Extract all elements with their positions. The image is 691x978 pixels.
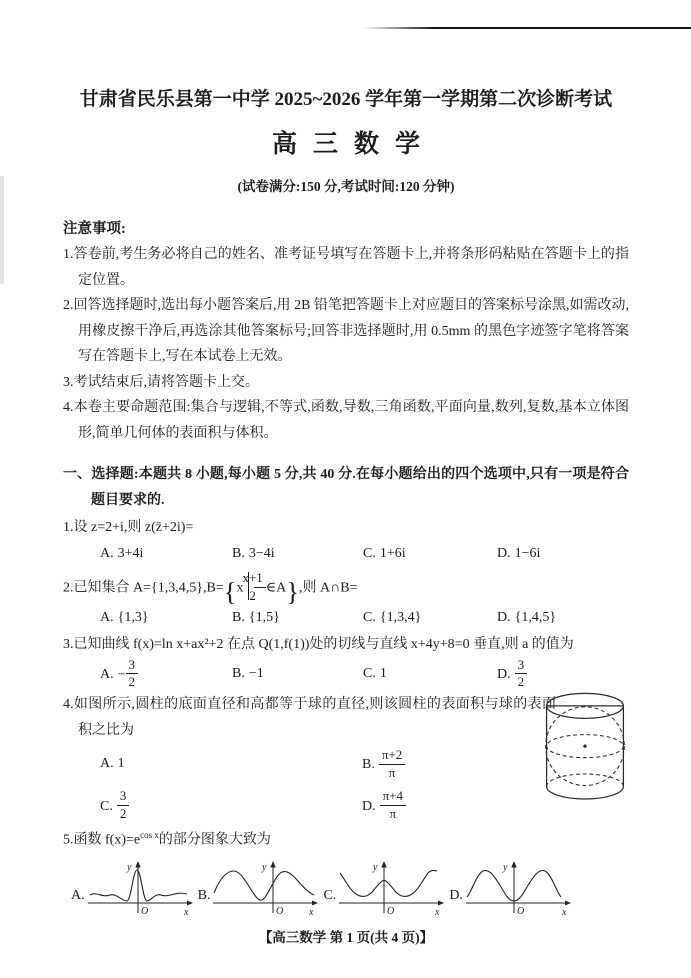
q2-option-c: C. {1,3,4} bbox=[363, 609, 422, 625]
y-axis-label: y bbox=[373, 861, 378, 873]
q2-option-d: D. {1,4,5} bbox=[497, 609, 557, 625]
fraction: $\frac{3}{2}$ bbox=[515, 658, 528, 690]
scan-artifact-strip bbox=[0, 176, 4, 284]
fraction: $\frac{\pi+4}{\pi}$ bbox=[380, 789, 406, 821]
notice-item-4: 4.本卷主要命题范围:集合与逻辑,不等式,函数,导数,三角函数,平面向量,数列,复数,基本立体图形,简单几何体的表面积与体积。 bbox=[63, 400, 629, 441]
q2-stem bbox=[63, 571, 629, 605]
x-axis-label: x bbox=[309, 906, 314, 918]
exam-meta: (试卷满分:150 分,考试时间:120 分钟) bbox=[237, 179, 455, 194]
x-axis-label: x bbox=[435, 906, 440, 918]
q3-option-a: A. − $\frac{3}{2}$ bbox=[100, 658, 232, 690]
left-brace: { bbox=[223, 576, 237, 607]
q5-stem bbox=[63, 822, 629, 854]
origin-label: O bbox=[276, 905, 284, 917]
q5-stem-post: 的部分图象大致为 bbox=[158, 832, 271, 848]
notice-item-3: 3.考试结束后,请将答题卡上交。 bbox=[63, 374, 259, 390]
q4-option-c: C. $\frac{3}{2}$ bbox=[100, 789, 362, 821]
option-value: 1+6i bbox=[379, 546, 406, 561]
scan-artifact-line bbox=[362, 27, 691, 29]
notice-item-1: 1.答卷前,考生务必将自己的姓名、准考证号填写在答题卡上,并将条形码粘贴在答题卡上的指定位置。 bbox=[63, 247, 629, 288]
fraction: $\frac{\pi+2}{\pi}$ bbox=[379, 748, 405, 780]
q4-option-a: A. 1 bbox=[100, 756, 125, 771]
q4-option-d: D. $\frac{\pi+4}{\pi}$ bbox=[362, 789, 570, 821]
q2-stem-pre: 2.已知集合 A={1,3,4,5},B= bbox=[63, 580, 224, 596]
q1-options bbox=[100, 541, 629, 567]
q3-option-b: B. −1 bbox=[232, 665, 264, 681]
option-label: C. bbox=[363, 546, 376, 561]
option-label: D. bbox=[497, 546, 511, 561]
page-footer: 【高三数学 第 1 页(共 4 页)】 bbox=[258, 929, 434, 945]
q3-stem: 3.已知曲线 f(x)=ln x+ax²+2 在点 Q(1,f(1))处的切线与直线 x+4y+8=0 垂直,则 a 的值为 bbox=[63, 636, 574, 652]
q5-graph-c: C. y O x bbox=[323, 858, 449, 918]
origin-label: O bbox=[516, 905, 525, 917]
q5-exponent: cos x bbox=[140, 830, 159, 841]
q2-membership: ∈A bbox=[265, 580, 287, 596]
q2-option-a: A. {1,3} bbox=[100, 609, 149, 625]
q2-fraction: $\frac{x+1}{2}$ bbox=[254, 571, 265, 603]
origin-label: O bbox=[140, 905, 148, 917]
q5-graph-d: D. y O x bbox=[449, 858, 576, 918]
q1-option-d bbox=[497, 541, 629, 567]
q3-option-c: C. 1 bbox=[363, 665, 387, 681]
q3-option-d: D. $\frac{3}{2}$ bbox=[497, 658, 629, 690]
section-heading: 一、选择题:本题共 8 小题,每小题 5 分,共 40 分.在每小题给出的四个选项中,只有一项是符合题目要求的. bbox=[63, 467, 629, 508]
right-brace: } bbox=[286, 576, 300, 607]
option-label: B. bbox=[232, 546, 245, 561]
notice-heading: 注意事项: bbox=[63, 221, 126, 237]
q4-options bbox=[100, 748, 570, 821]
x-axis-label: x bbox=[183, 906, 189, 918]
q5-graph-a: A. y O x bbox=[71, 858, 198, 918]
q2-option-b: B. {1,5} bbox=[232, 609, 280, 625]
x-axis-label: x bbox=[561, 906, 567, 918]
option-label: A. bbox=[100, 546, 114, 561]
option-value: 3+4i bbox=[117, 546, 144, 561]
y-axis-label: y bbox=[126, 861, 132, 873]
q5-graphs bbox=[71, 858, 629, 918]
q2-options bbox=[100, 605, 629, 631]
q2-stem-post: ,则 A∩B= bbox=[299, 580, 358, 596]
option-value: 3−4i bbox=[248, 546, 275, 561]
q1-option-b bbox=[232, 541, 363, 567]
q4-block bbox=[63, 692, 629, 821]
option-value: 1−6i bbox=[514, 546, 541, 561]
exam-title: 高三数学 bbox=[271, 131, 436, 158]
q5-graph-b: B. y O x bbox=[198, 858, 324, 918]
exam-header-line: 甘肃省民乐县第一中学 2025~2026 学年第一学期第二次诊断考试 bbox=[79, 89, 613, 110]
fraction: $\frac{3}{2}$ bbox=[126, 658, 139, 690]
y-axis-label: y bbox=[502, 861, 508, 873]
notice-item-2: 2.回答选择题时,选出每小题答案后,用 2B 铅笔把答题卡上对应题目的答案标号涂黑,如需改动,用橡皮擦干净后,再选涂其他答案标号;回答非选择题时,用 0.5mm 的黑色字迹签字笔将答案写在答题卡上,写在本试卷上无效。 bbox=[63, 298, 629, 364]
q1-option-c bbox=[363, 541, 497, 567]
q2-var: x bbox=[236, 580, 244, 596]
q5-stem-pre: 5.函数 f(x)=e bbox=[63, 832, 141, 848]
q1-option-a bbox=[100, 541, 232, 567]
origin-label: O bbox=[387, 905, 395, 917]
y-axis-label: y bbox=[262, 861, 267, 873]
q4-option-b: B. $\frac{\pi+2}{\pi}$ bbox=[362, 748, 570, 780]
q1-stem: 1.设 z=2+i,则 z(z̄+2i)= bbox=[63, 520, 194, 535]
q4-stem: 4.如图所示,圆柱的底面直径和高都等于球的直径,则该圆柱的表面积与球的表面积之比为 bbox=[63, 696, 556, 738]
q4-figure-cylinder-with-inscribed-sphere bbox=[537, 686, 633, 814]
fraction: $\frac{3}{2}$ bbox=[117, 789, 130, 821]
